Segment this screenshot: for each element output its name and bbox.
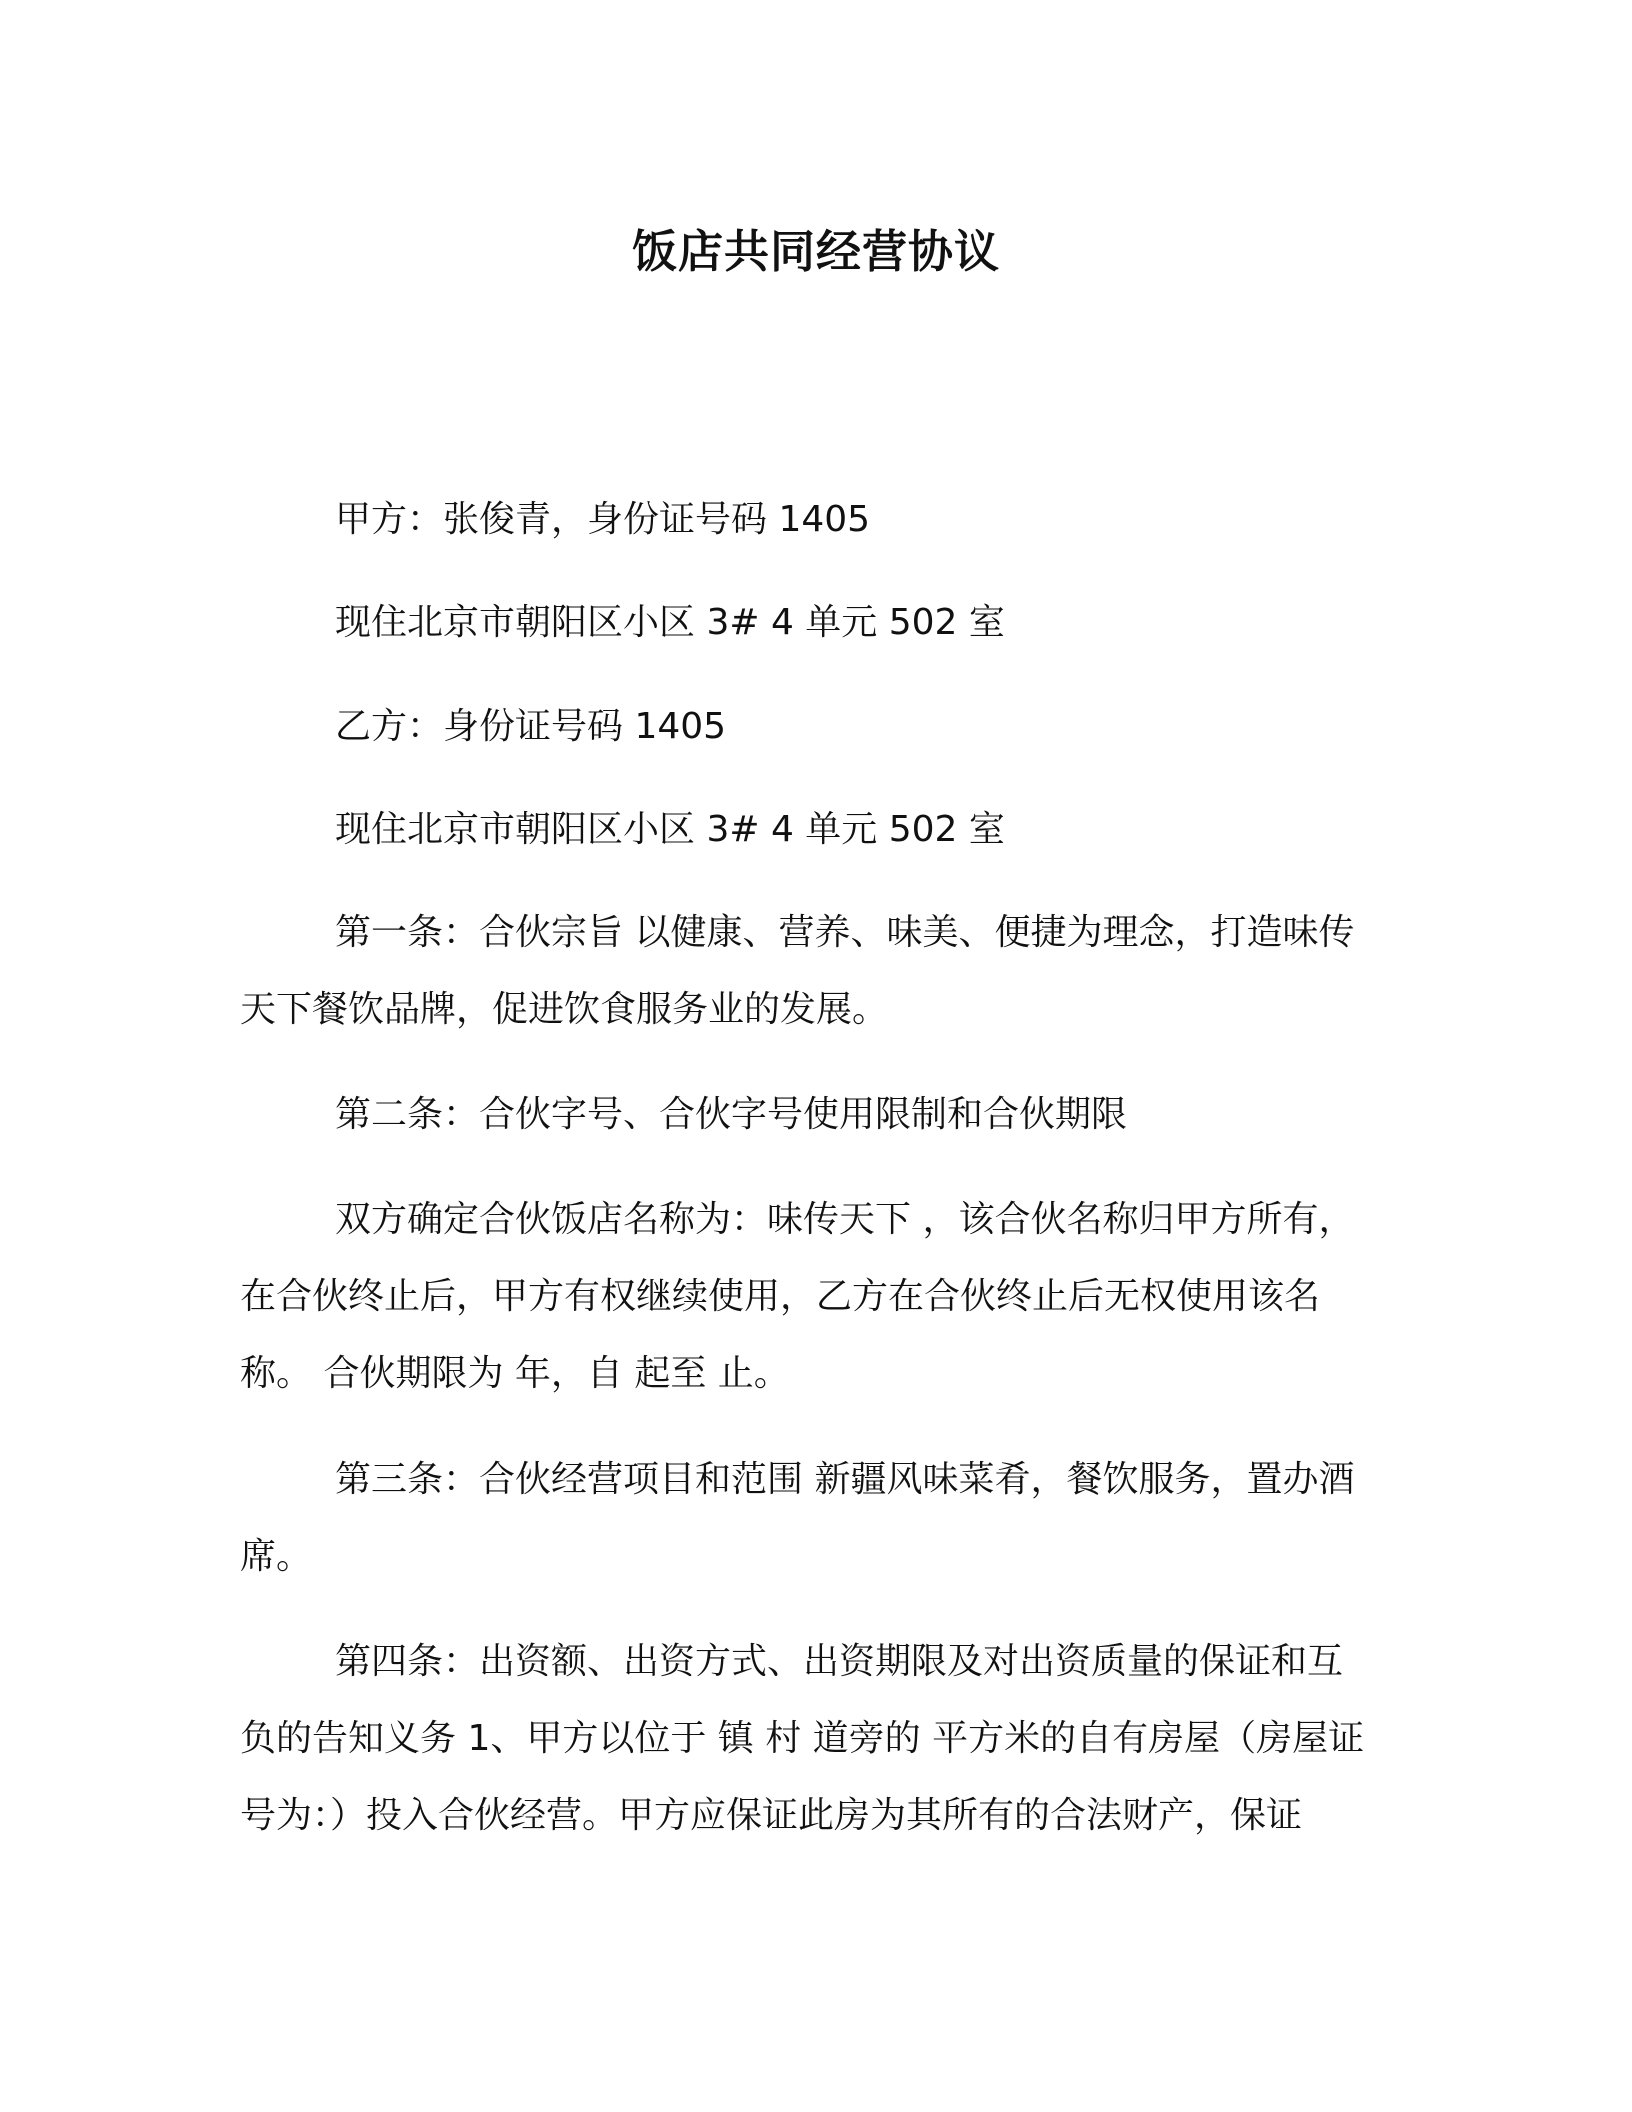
article-2-para-line-3: 称。 合伙期限为 年，自 起至 止。 [240,1353,790,1394]
article-3-line-1: 第三条：合伙经营项目和范围 新疆风味菜肴，餐饮服务，置办酒 [335,1459,1355,1500]
article-3-line-2: 席。 [240,1536,313,1577]
party-a-address-line: 现住北京市朝阳区小区 3# 4 单元 502 室 [335,602,1005,643]
article-2-para-line-1: 双方确定合伙饭店名称为：味传天下 ，该合伙名称归甲方所有， [335,1199,1355,1240]
article-2-heading: 第二条：合伙字号、合伙字号使用限制和合伙期限 [335,1094,1128,1135]
article-4-line-3: 号为：）投入合伙经营。甲方应保证此房为其所有的合法财产，保证 [240,1795,1303,1836]
party-b-address-line: 现住北京市朝阳区小区 3# 4 单元 502 室 [335,809,1005,850]
party-a-line: 甲方：张俊青，身份证号码 1405 [335,499,871,540]
party-b-line: 乙方：身份证号码 1405 [335,706,727,747]
article-1-line-1: 第一条：合伙宗旨 以健康、营养、味美、便捷为理念，打造味传 [335,912,1355,953]
article-4-line-1: 第四条：出资额、出资方式、出资期限及对出资质量的保证和互 [335,1641,1344,1682]
article-1-line-2: 天下餐饮品牌，促进饮食服务业的发展。 [240,989,889,1030]
document-title: 饭店共同经营协议 [631,225,1000,278]
article-2-para-line-2: 在合伙终止后，甲方有权继续使用，乙方在合伙终止后无权使用该名 [240,1276,1321,1317]
article-4-line-2: 负的告知义务 1、甲方以位于 镇 村 道旁的 平方米的自有房屋（房屋证 [240,1718,1365,1759]
